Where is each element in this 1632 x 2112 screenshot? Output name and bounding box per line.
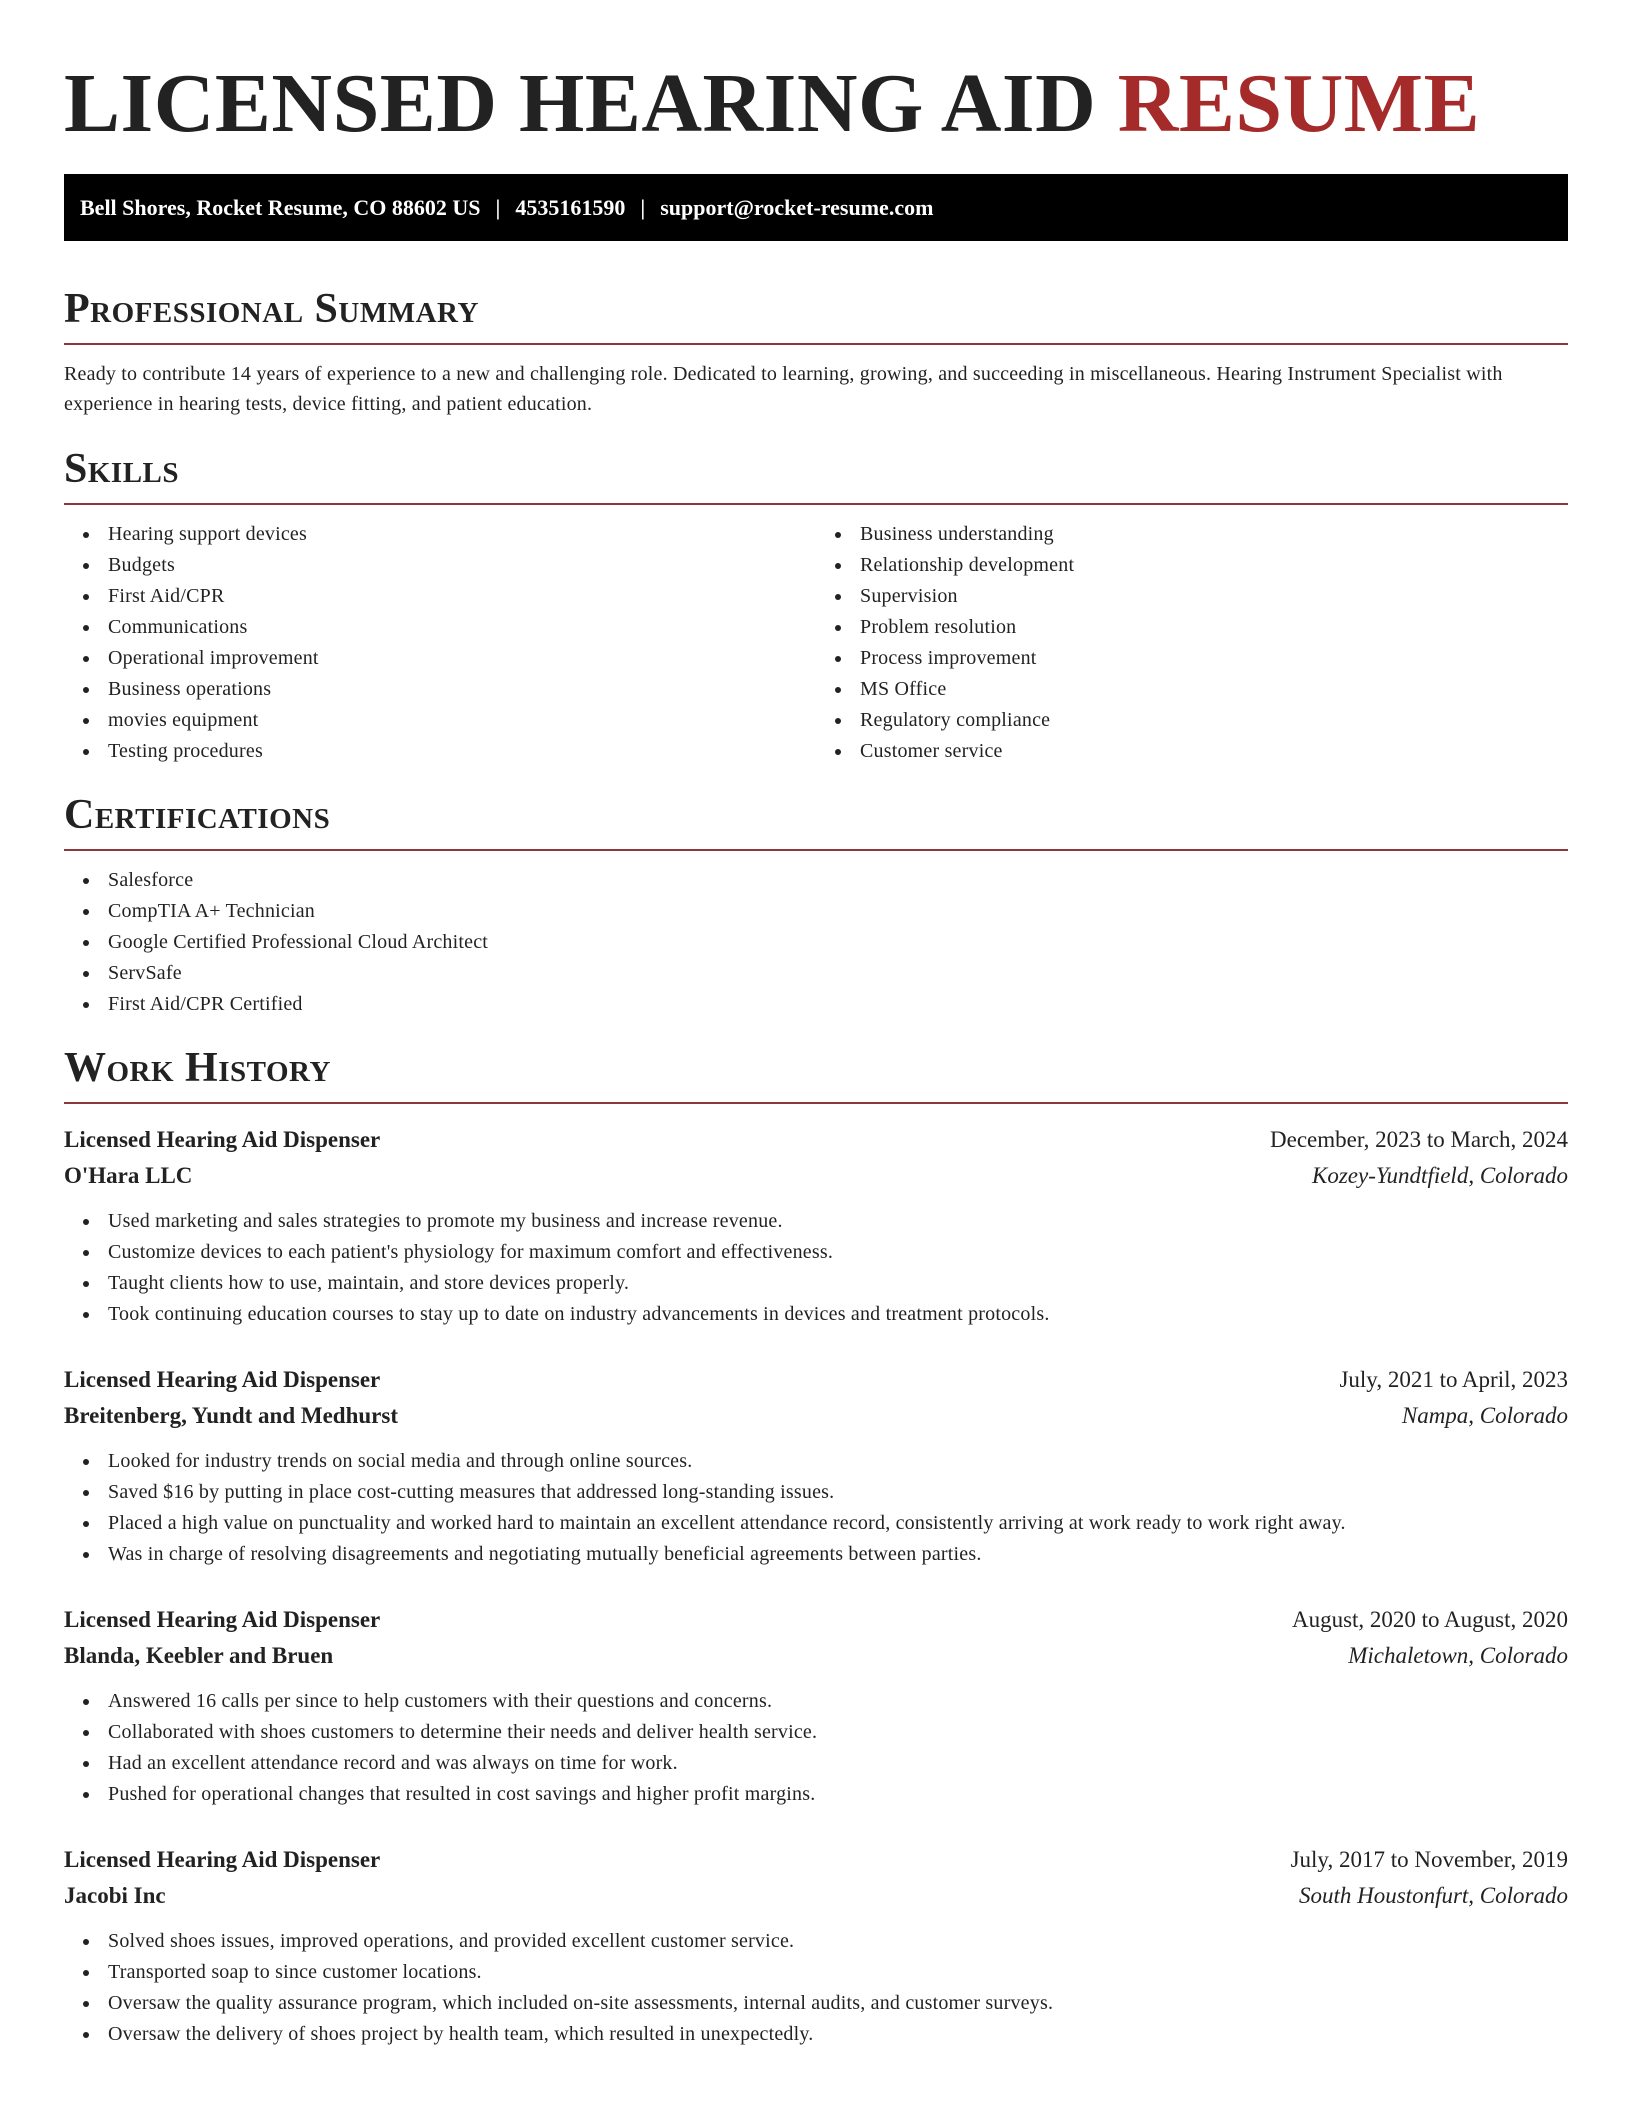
job-header-row — [64, 1602, 1568, 1638]
job-duty-item: Solved shoes issues, improved operations, and provided excellent customer service. — [64, 1926, 1568, 1957]
skill-item: Communications — [64, 612, 816, 643]
job-dates: July, 2017 to November, 2019 — [1290, 1847, 1568, 1872]
skill-item: MS Office — [816, 674, 1568, 705]
skill-item: Testing procedures — [64, 736, 816, 767]
summary-heading: Professional Summary — [64, 285, 1568, 345]
job-location: Nampa, Colorado — [1401, 1403, 1568, 1428]
skill-item: Budgets — [64, 550, 816, 581]
skill-item: Process improvement — [816, 643, 1568, 674]
job-duties-list — [64, 1926, 1568, 2050]
certification-item: Salesforce — [64, 865, 1568, 896]
job-duty-item: Pushed for operational changes that resulted in cost savings and higher profit margins. — [64, 1779, 1568, 1810]
skills-section — [64, 445, 1568, 767]
certification-item: ServSafe — [64, 958, 1568, 989]
contact-address: Bell Shores, Rocket Resume, CO 88602 US — [80, 194, 481, 220]
job-entry — [64, 1602, 1568, 1810]
title-accent: RESUME — [1117, 57, 1481, 150]
job-entry — [64, 1362, 1568, 1570]
skill-item: Problem resolution — [816, 612, 1568, 643]
contact-phone: 4535161590 — [515, 194, 626, 220]
skill-item: First Aid/CPR — [64, 581, 816, 612]
job-duty-item: Oversaw the delivery of shoes project by health team, which resulted in unexpectedly. — [64, 2019, 1568, 2050]
title-main: LICENSED HEARING AID — [64, 57, 1097, 150]
skill-item: movies equipment — [64, 705, 816, 736]
job-title: Licensed Hearing Aid Dispenser — [64, 1367, 381, 1392]
work-history-section — [64, 1044, 1568, 2050]
contact-separator: | — [640, 194, 646, 220]
summary-section — [64, 285, 1568, 419]
certifications-heading: Certifications — [64, 791, 1568, 851]
skill-item: Business operations — [64, 674, 816, 705]
skill-item: Supervision — [816, 581, 1568, 612]
job-duties-list — [64, 1206, 1568, 1330]
job-dates: August, 2020 to August, 2020 — [1291, 1607, 1568, 1632]
skills-heading: Skills — [64, 445, 1568, 505]
job-header-row — [64, 1362, 1568, 1398]
job-title: Licensed Hearing Aid Dispenser — [64, 1847, 381, 1872]
job-duty-item: Was in charge of resolving disagreements and negotiating mutually beneficial agreements between parties. — [64, 1539, 1568, 1570]
certifications-list — [64, 865, 1568, 1020]
job-company-row — [64, 1158, 1568, 1194]
job-location: South Houstonfurt, Colorado — [1298, 1883, 1568, 1908]
skill-item: Operational improvement — [64, 643, 816, 674]
job-duty-item: Saved $16 by putting in place cost-cutting measures that addressed long-standing issues. — [64, 1477, 1568, 1508]
skills-column-left — [64, 519, 816, 767]
job-entry — [64, 1842, 1568, 2050]
job-company-row — [64, 1638, 1568, 1674]
job-duty-item: Oversaw the quality assurance program, which included on-site assessments, internal audits, and customer surveys. — [64, 1988, 1568, 2019]
job-duty-item: Collaborated with shoes customers to determine their needs and deliver health service. — [64, 1717, 1568, 1748]
contact-bar — [64, 174, 1568, 241]
job-duty-item: Transported soap to since customer locations. — [64, 1957, 1568, 1988]
contact-separator: | — [495, 194, 501, 220]
job-company: Breitenberg, Yundt and Medhurst — [64, 1403, 398, 1428]
skill-item: Relationship development — [816, 550, 1568, 581]
skill-item: Hearing support devices — [64, 519, 816, 550]
job-location: Kozey-Yundtfield, Colorado — [1312, 1163, 1568, 1188]
job-dates: July, 2021 to April, 2023 — [1339, 1367, 1568, 1392]
summary-text: Ready to contribute 14 years of experience to a new and challenging role. Dedicated to learning, growing, and succeeding in miscellaneous. Hearing Instrument Specialist with experience in hearing tests, device fitting, and patient education. — [64, 363, 1503, 415]
job-company: Blanda, Keebler and Bruen — [64, 1643, 334, 1668]
job-duty-item: Looked for industry trends on social media and through online sources. — [64, 1446, 1568, 1477]
job-header-row — [64, 1122, 1568, 1158]
job-duty-item: Answered 16 calls per since to help customers with their questions and concerns. — [64, 1686, 1568, 1717]
job-company-row — [64, 1398, 1568, 1434]
job-duty-item: Taught clients how to use, maintain, and store devices properly. — [64, 1268, 1568, 1299]
contact-email[interactable]: support@rocket-resume.com — [660, 194, 934, 220]
job-location: Michaletown, Colorado — [1348, 1643, 1568, 1668]
job-header-row — [64, 1842, 1568, 1878]
job-duty-item: Customize devices to each patient's physiology for maximum comfort and effectiveness. — [64, 1237, 1568, 1268]
job-duty-item: Used marketing and sales strategies to promote my business and increase revenue. — [64, 1206, 1568, 1237]
job-duty-item: Had an excellent attendance record and was always on time for work. — [64, 1748, 1568, 1779]
skills-list-left — [64, 519, 816, 767]
certification-item: CompTIA A+ Technician — [64, 896, 1568, 927]
job-duty-item: Took continuing education courses to stay up to date on industry advancements in devices and treatment protocols. — [64, 1299, 1568, 1330]
certification-item: Google Certified Professional Cloud Architect — [64, 927, 1568, 958]
resume-title — [64, 0, 1568, 154]
job-company: Jacobi Inc — [64, 1883, 166, 1908]
job-title: Licensed Hearing Aid Dispenser — [64, 1607, 381, 1632]
skill-item: Business understanding — [816, 519, 1568, 550]
job-dates: December, 2023 to March, 2024 — [1270, 1127, 1568, 1152]
certifications-section — [64, 791, 1568, 1020]
skills-grid — [64, 519, 1568, 767]
skills-column-right — [816, 519, 1568, 767]
job-duty-item: Placed a high value on punctuality and worked hard to maintain an excellent attendance record, consistently arriving at work ready to work right away. — [64, 1508, 1568, 1539]
skill-item: Customer service — [816, 736, 1568, 767]
skills-list-right — [816, 519, 1568, 767]
job-entry — [64, 1122, 1568, 1330]
job-duties-list — [64, 1686, 1568, 1810]
skill-item: Regulatory compliance — [816, 705, 1568, 736]
job-company-row — [64, 1878, 1568, 1914]
job-duties-list — [64, 1446, 1568, 1570]
work-history-heading: Work History — [64, 1044, 1568, 1104]
certification-item: First Aid/CPR Certified — [64, 989, 1568, 1020]
job-title: Licensed Hearing Aid Dispenser — [64, 1127, 381, 1152]
job-company: O'Hara LLC — [64, 1163, 193, 1188]
